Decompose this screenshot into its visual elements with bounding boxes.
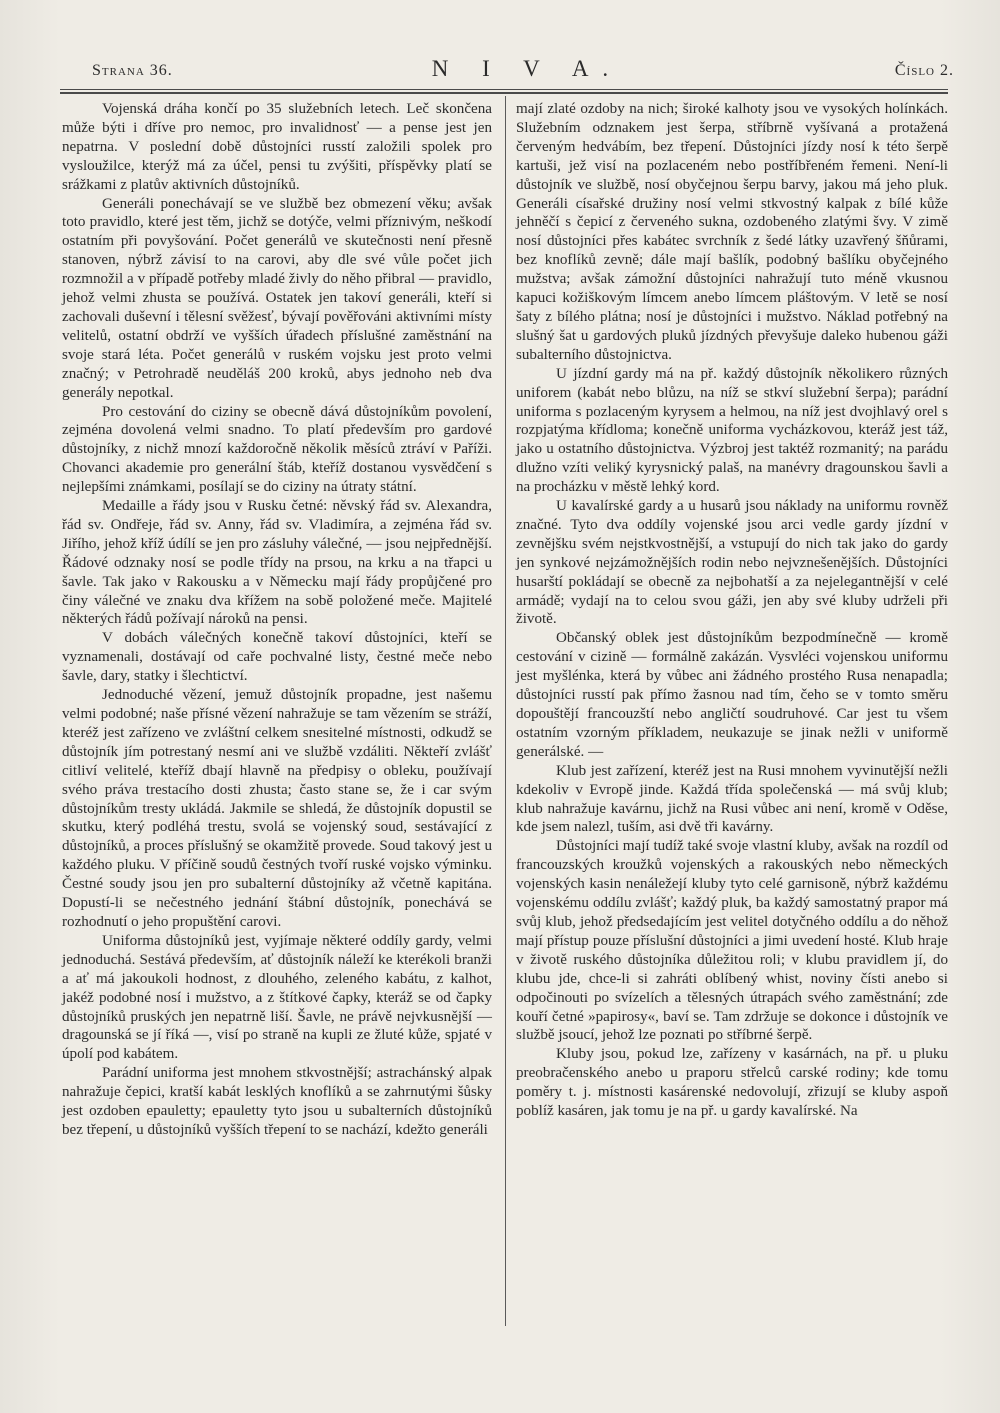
paragraph: Občanský oblek jest důstojníkům bezpodmínečně — kromě cestování v cizině — formálně zakázán. Vysvléci vojenskou uniformu jest myšlénka, která by vůbec ani žádného prostého Rusa nenapadla; důstojníci russtí pak přímo žasnou nad tím, čeho se v tomto směru dopouštějí francouzští nebo angličtí soudruhové. Car jest tu všem ostatním vzorným příkladem, neukazuje se jinak nežli v uniformě generálské. — — [516, 630, 948, 760]
paragraph: Pro cestování do ciziny se obecně dává důstojníkům povolení, zejména dovolená velmi snadno. To platí především pro gardové důstojníky, z nichž mnozí každoročně několik měsíců ztráví v Paříži. Chovanci akademie pro generální štáb, kteříž dostanou vysvědčení s nejlepšími známkami, posílají se do ciziny na útraty státní. — [62, 403, 492, 496]
paragraph: Parádní uniforma jest mnohem stkvostnější; astrachánský alpak nahražuje čepici, kratší kabát lesklých knoflíků a se zahrnutými šůsky jest ozdoben epauletty; epauletty tyto jsou u subalterních důstojníků bez třepení, u důstojníků vyšších třepení to se nachází, kdežto generáli — [62, 1065, 492, 1138]
page-number: Strana 36. — [92, 62, 173, 79]
paragraph: Uniforma důstojníků jest, vyjímaje některé oddíly gardy, velmi jednoduchá. Sestává především, ať důstojník náleží ke kterékoli branži a ať má jakoukoli hodnost, z dlouhého, zeleného kabátu, z kalhot, jakéž podobné nosí i mužstvo, a z štítkové čapky, kteráž se od čapky důstojníků pruských jen nepatrně liší. Šavle, ne právě nejvkusnější — dragounská se jí říká —, visí po straně na kupli ze žluté kůže, spjaté v úpolí pod kabátem. — [62, 932, 492, 1063]
publication-title: N I V A. — [431, 56, 623, 81]
paragraph: V dobách válečných konečně takoví důstojníci, kteří se vyznamenali, dostávají od caře pochvalné listy, čestné meče nebo šavle, dary, statky i šlechtictví. — [62, 630, 492, 685]
right-column — [516, 100, 948, 1121]
paragraph: Jednoduché vězení, jemuž důstojník propadne, jest našemu velmi podobné; naše přísné vězení nahražuje se tam vězením se stráží, kteréž jest zařízeno ve zvláštní celkem snesitelné místnosti, odkudž se důstojník jím potrestaný nesmí ani ve službě vzdáliti. Někteří zvlášť citliví velitelé, kteříž dbají hlavně na předpisy o obleku, používají svého práva trestacího dosti zhusta; často stane se, že i car svým důstojníkům tresty ukládá. Jakmile se shledá, že důstojník dopustil se skutku, který podléhá trestu, svolá se vojenský soud, sestávající z důstojníků, a proces příslušný se okamžitě provede. Soud takový jest u každého pluku. V příčině soudů čestných tvoří ruské vojsko výminku. Čestné soudy jsou jen pro subalterní důstojníky až včetně kapitána. Dopustí-li se nečestného jednání štábní důstojník, ponechává se rozhodnutí o jeho propuštění carovi. — [62, 687, 492, 930]
header-rule-thick — [60, 92, 948, 94]
paragraph: Kluby jsou, pokud lze, zařízeny v kasárnách, na př. u pluku preobračenského anebo u praporu střelců carské rodiny; kde tomu poměry t. j. místnosti kasárenské nedovolují, zřizují se kluby aspoň poblíž kasáren, jak tomu je na př. u gardy kavalírské. Na — [516, 1046, 948, 1120]
paragraph: Klub jest zařízení, kteréž jest na Rusi mnohem vyvinutější nežli kdekoliv v Evropě jinde. Každá třída společenská — má svůj klub; klub nahražuje kavárnu, jichž na Rusi vůbec ani není, kromě v Oděse, kde jsem nalezl, tuším, asi dvě tři kavárny. — [516, 762, 948, 836]
paragraph: Důstojníci mají tudíž také svoje vlastní kluby, avšak na rozdíl od francouzských kroužků vojenských a rakouských nebo německých vojenských kasin nenáležejí kluby tyto celé garnisoně, nýbrž každému vojenskému oddílu zvlášť; každý pluk, ba každý samostatný prapor má svůj klub, jehož předsedajícím jest velitel dotyčného oddílu a do něhož mají přístup pouze příslušní důstojníci a jimi uvedení hosté. Klub hraje v životě ruského důstojníka důležitou roli; v klubu pravidlem jí, do klubu jde, chce-li si zahráti oblíbený whist, noviny čísti anebo si odpočinouti po svízelích a tělesných útrapách svého zaměstnání; zde kouří četné »papirosy«, baví se. Tam zdržuje se dokonce i důstojník ve službě jsoucí, jehož lze poznati po stříbrné šerpě. — [516, 838, 948, 1044]
left-column — [62, 100, 492, 1140]
column-divider — [505, 96, 506, 1326]
paragraph: Generáli ponechávají se ve službě bez obmezení věku; avšak toto pravidlo, které jest těm, jichž se dotýče, velmi příznivým, neškodí ostatním při povyšování. Počet generálů ve skutečnosti není přesně stanoven, nýbrž závisí to na carovi, aby dle své vůle počet jich rozmnožil a v případě potřeby mladé živly do něho přibral — pravidlo, jehož velmi zhusta se používá. Ostatek jen takoví generáli, kteří si zachovali duševní i tělesní svěžesť, bývají pověřováni aktivními místy velitelů, ostatní obdrží ve vyšších úřadech příslušné zaměstnání na svoje stará léta. Počet generálů v ruském vojsku jest proto velmi značný; v Petrohradě neuděláš 200 kroků, abys jednoho neb dva generály nepotkal. — [62, 195, 492, 401]
page-header — [92, 56, 954, 86]
paragraph: mají zlaté ozdoby na nich; široké kalhoty jsou ve vysokých holínkách. Služebním odznakem jest šerpa, stříbrně vyšívaná a protažená červeným hedvábím, bez třepení. Důstojníci jízdy nosí k této šerpě kartuši, jež visí na pozlaceném nebo postříbřeném řemeni. Není-li důstojník ve službě, nosí obyčejnou šerpu barvy, jakou má jeho pluk. Generáli císařské družiny nosí velmi stkvostný kalpak z bílé kůže jehněčí s čepicí z červeného sukna, ozdobeného zlatými švy. V zimě nosí důstojníci přes kabátec svrchník z šedé látky uzavřený šňůrami, bez knoflíků zevně; dále mají bašlík, podobný bašlíku obyčejného mužstva; avšak zámožní důstojníci nahražují tuto méně vkusnou kapuci kožiškovým límcem anebo límcem pláštovým. V letě se nosí šaty z bílého plátna; nosí je důstojníci i mužstvo. Náklad potřebný na slušný šat u gardových pluků jízdných převyšuje daleko hubenou gáži subalterního důstojnictva. — [516, 101, 948, 363]
paragraph: Vojenská dráha končí po 35 služebních letech. Leč skončena může býti i dříve pro nemoc, pro invalidnosť — a pense jest jen nepatrna. V poslední době důstojníci russtí založili spolek pro vysloužilce, kterýž má za účel, pensi tu zvýšiti, příspěvky platí se srážkami z platův aktivních důstojníků. — [62, 101, 492, 193]
paragraph: U jízdní gardy má na př. každý důstojník několikero různých uniforem (kabát nebo blůzu, na níž se stkví služební šerpa); parádní uniforma s pozlaceným kyrysem a helmou, na níž jest dvojhlavý orel s rozpjatýma křídloma; konečně uniforma vycházkovou, kteráž jest táž, jako u ostatního důstojnictva. Výzbroj jest taktéž rozmanitý; na parádu dlužno vzíti veliký kyrysnický palaš, na manévry dragounskou šavli a na procházku v městě lehký kord. — [516, 365, 948, 496]
issue-number: Číslo 2. — [894, 62, 954, 79]
header-rule-thin — [60, 89, 948, 90]
paragraph: U kavalírské gardy a u husarů jsou náklady na uniformu rovněž značné. Tyto dva oddíly vojenské jsou arci vedle gardy jízdní v zevnějšku svém nejstkvostnější, a vstupují do nich tak jako do gardy jen synkové nejzámožnějších rodin nebo nejvznešenějších. Důstojníci husarští pokládají se obecně za nejbohatší a za nejelegantnější v celé armádě; vydají na to celou svou gáži, jen aby své kluby udrželi při životě. — [516, 498, 948, 628]
paragraph: Medaille a řády jsou v Rusku četné: něvský řád sv. Alexandra, řád sv. Ondřeje, řád sv. Anny, řád sv. Vladimíra, a zejména řád sv. Jiřího, jehož kříž údílí se jen pro zásluhy válečné, — jsou nejpřednější. Řádové odznaky nosí se podle třídy na prsou, na krku a na třapci u šavle. Tak jako v Rakousku a v Německu mají řády propůjčené pro činy válečné ve znaku dva křížem na sobě položené meče. Majitelé některých řádů požívají nároků na pensi. — [62, 498, 492, 628]
